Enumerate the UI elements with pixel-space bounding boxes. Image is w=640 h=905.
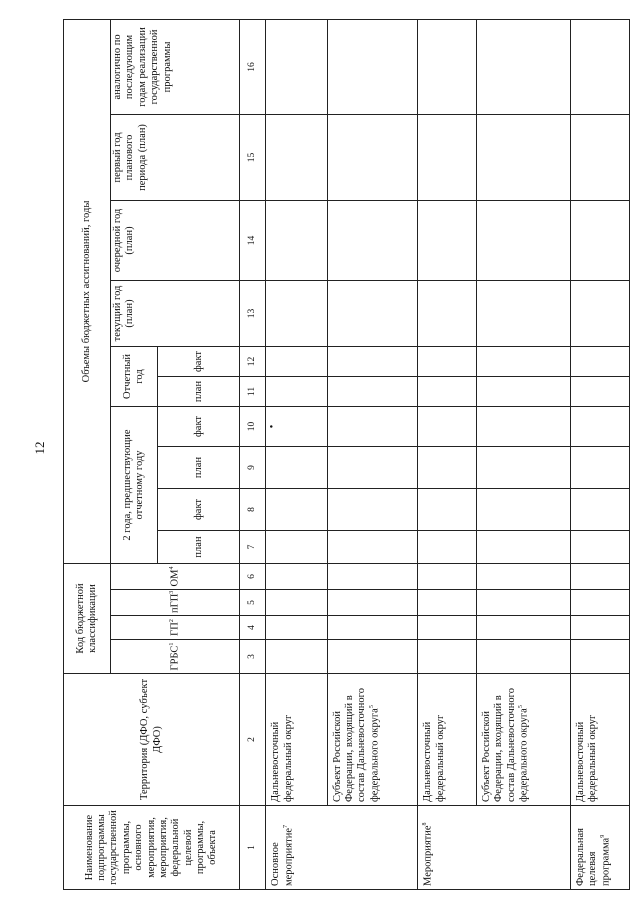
header-two-years: 2 года, предшествующие отчетному году bbox=[111, 406, 158, 563]
header-first-plan-year: первый год планового периода (план) bbox=[111, 114, 240, 200]
col-number: 9 bbox=[240, 446, 266, 488]
col-number: 11 bbox=[240, 376, 266, 406]
page-number-text: 12 bbox=[32, 441, 47, 455]
row-territory: Субъект Российской Федерации, входящий в состав Дальневосточного федерального округа$^5$ bbox=[476, 674, 570, 806]
header-gp: $ГП^2$ bbox=[111, 616, 240, 640]
header-plan: план bbox=[158, 376, 240, 406]
header-report-year: Отчетный год bbox=[111, 346, 158, 406]
header-grbs: ГРБС$^1$ bbox=[111, 640, 240, 674]
header-next-year: очередной год (план) bbox=[111, 200, 240, 280]
header-volumes: Объемы бюджетных ассигнований, годы bbox=[64, 19, 111, 563]
table-row bbox=[327, 19, 418, 889]
header-territory: Территория (ДФО, субъект ДФО) bbox=[64, 674, 240, 806]
col-number: 15 bbox=[240, 114, 266, 200]
header-current-year: текущий год (план) bbox=[111, 280, 240, 346]
budget-allocation-table bbox=[63, 19, 630, 890]
row-name-event: Мероприятие$^8$ bbox=[418, 806, 571, 890]
col-number: 14 bbox=[240, 200, 266, 280]
table-row bbox=[571, 19, 630, 889]
row-territory: Дальневосточный федеральный округ bbox=[266, 674, 327, 806]
header-name: Наименование подпрограммы государственной программы, основного мероприятия, мероприятия, федеральной целевой программы, объекта bbox=[64, 806, 240, 890]
col-number: 1 bbox=[240, 806, 266, 890]
header-similarly: аналогично по последующим годам реализации государственной программы bbox=[111, 19, 240, 114]
col-number: 2 bbox=[240, 674, 266, 806]
stray-mark: • bbox=[266, 406, 327, 446]
header-fact: факт bbox=[158, 406, 240, 446]
table-row bbox=[418, 19, 477, 889]
col-number: 13 bbox=[240, 280, 266, 346]
col-number: 8 bbox=[240, 488, 266, 530]
header-fact: факт bbox=[158, 346, 240, 376]
row-name-main-event: Основное мероприятие$^7$ bbox=[266, 806, 418, 890]
row-territory: Дальневосточный федеральный округ bbox=[571, 674, 630, 806]
header-plan: план bbox=[158, 446, 240, 488]
budget-table-rotated bbox=[63, 20, 630, 890]
row-territory: Субъект Российской Федерации, входящий в состав Дальневосточного федерального округа$^5$ bbox=[327, 674, 418, 806]
col-number: 7 bbox=[240, 530, 266, 563]
column-numbers-row bbox=[240, 19, 266, 889]
header-budget-code: Код бюджетной классификации bbox=[64, 563, 111, 673]
col-number: 6 bbox=[240, 563, 266, 589]
col-number: 5 bbox=[240, 590, 266, 616]
row-territory: Дальневосточный федеральный округ bbox=[418, 674, 477, 806]
col-number: 10 bbox=[240, 406, 266, 446]
col-number: 16 bbox=[240, 19, 266, 114]
col-number: 3 bbox=[240, 640, 266, 674]
header-plan: план bbox=[158, 530, 240, 563]
header-fact: факт bbox=[158, 488, 240, 530]
row-name-federal-program: Федеральная целевая программа$^9$ bbox=[571, 806, 630, 890]
header-pgp: пГП$^3$ bbox=[111, 590, 240, 616]
col-number: 4 bbox=[240, 616, 266, 640]
table-row bbox=[266, 19, 327, 889]
col-number: 12 bbox=[240, 346, 266, 376]
header-om: $ОМ^4$ bbox=[111, 563, 240, 589]
table-row bbox=[476, 19, 570, 889]
